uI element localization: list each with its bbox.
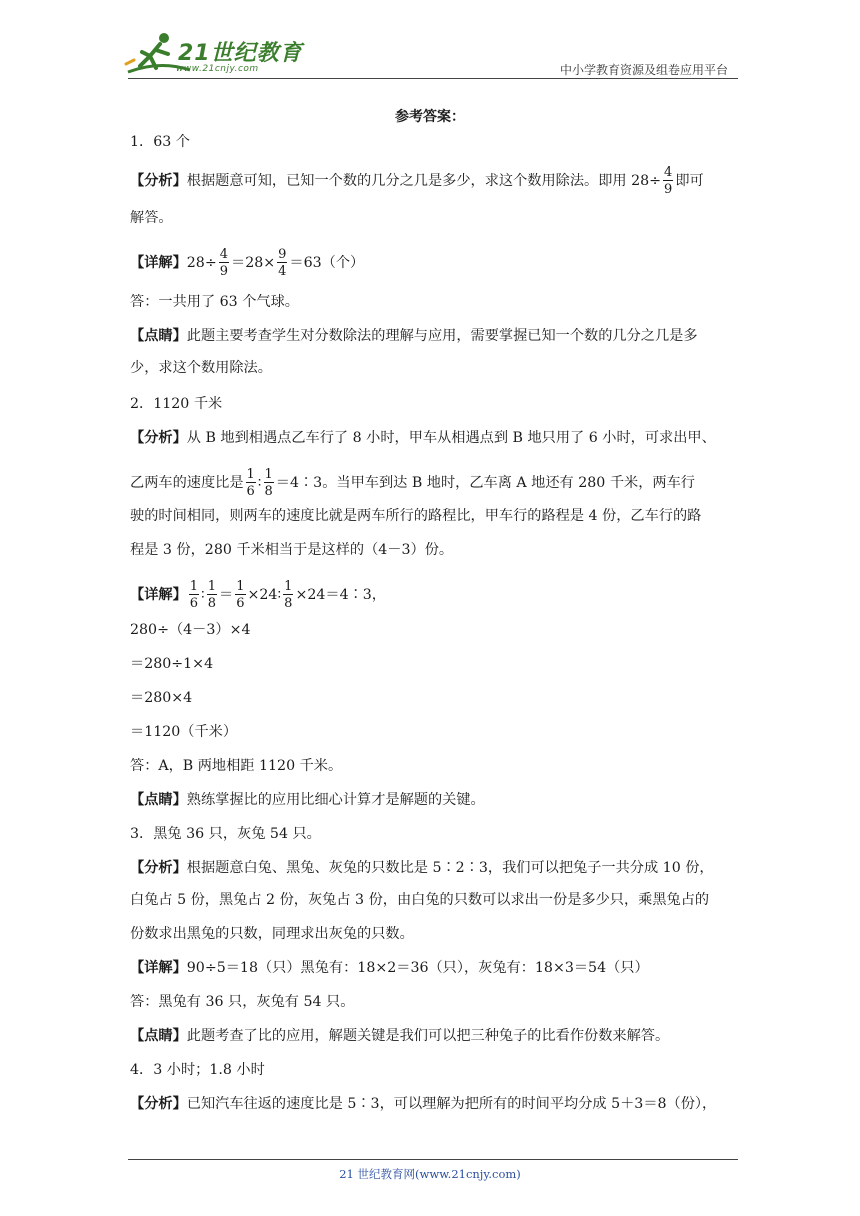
fraction: $\frac{9}{4}$: [278, 247, 287, 279]
q1-detail: 【详解】28÷ $\frac{4}{9}$ ＝28× $\frac{9}{4}$ ＝63（个）: [130, 247, 365, 279]
logo-text: 21世纪教育: [178, 41, 303, 66]
detail-tag: 【详解】: [130, 255, 187, 271]
analysis-tag: 【分析】: [130, 1096, 187, 1112]
logo-url: www.21cnjy.com: [176, 64, 259, 74]
q3-analysis-line1: 【分析】根据题意白兔、黑兔、灰兔的只数比是 5∶2∶3，我们可以把兔子一共分成 10 份，: [130, 860, 714, 876]
fraction: $\frac{1}{8}$: [284, 579, 293, 611]
page-title: 参考答案：: [395, 109, 465, 125]
analysis-tag: 【分析】: [130, 430, 187, 446]
q2-analysis-line1: 【分析】从 B 地到相遇点乙车行了 8 小时，甲车从相遇点到 B 地只用了 6 小时，可求出甲、: [130, 430, 716, 446]
q4-analysis-line1: 【分析】已知汽车往返的速度比是 5∶3，可以理解为把所有的时间平均分成 5＋3＝8（份），: [130, 1096, 717, 1112]
fraction: $\frac{1}{6}$: [189, 579, 199, 611]
q1-analysis-line2: 解答。: [130, 210, 173, 226]
q2-step3: ＝280×4: [130, 690, 193, 706]
q2-analysis-line4: 程是 3 份，280 千米相当于是这样的（4－3）份。: [130, 542, 454, 558]
footer-divider: [128, 1159, 738, 1160]
header-divider: [128, 78, 738, 79]
detail-tag: 【详解】: [130, 587, 187, 603]
page-header: [0, 0, 860, 90]
q3-reply: 答：黑兔有 36 只，灰兔有 54 只。: [130, 994, 355, 1010]
q1-reply: 答：一共用了 63 个气球。: [130, 294, 299, 310]
q2-comment: 【点睛】熟练掌握比的应用比细心计算才是解题的关键。: [130, 792, 485, 808]
comment-tag: 【点睛】: [130, 1028, 187, 1044]
detail-tag: 【详解】: [130, 960, 187, 976]
q3-detail: 【详解】90÷5＝18（只）黑兔有：18×2＝36（只），灰兔有：18×3＝54（只）: [130, 960, 649, 976]
fraction: $\frac{1}{6}$: [246, 467, 255, 499]
platform-name: 中小学教育资源及组卷应用平台: [559, 63, 728, 77]
q2-analysis-line3: 驶的时间相同，则两车的速度比就是两车所行的路程比，甲车行的路程是 4 份，乙车行的路: [130, 508, 702, 524]
q3-analysis-line2: 白兔占 5 份，黑兔占 2 份，灰兔占 3 份，由白兔的只数可以求出一份是多少只，乘黑兔占的: [130, 892, 710, 908]
q1-answer: 1．63 个: [130, 134, 190, 150]
fraction: $\frac{1}{8}$: [207, 579, 217, 611]
comment-tag: 【点睛】: [130, 792, 187, 808]
fraction: $\frac{4}{9}$: [219, 247, 228, 279]
q1-comment-line1: 【点睛】此题主要考查学生对分数除法的理解与应用，需要掌握已知一个数的几分之几是多: [130, 328, 698, 344]
q1-analysis-line1: 【分析】根据题意可知，已知一个数的几分之几是多少，求这个数用除法。即用 28÷ $\frac{4}{9}$ 即可: [130, 165, 704, 197]
q2-step4: ＝1120（千米）: [130, 724, 238, 740]
fraction: $\frac{1}{8}$: [264, 467, 273, 499]
q3-answer: 3．黑兔 36 只，灰兔 54 只。: [130, 826, 321, 842]
q3-comment: 【点睛】此题考查了比的应用，解题关键是我们可以把三种兔子的比看作份数来解答。: [130, 1028, 670, 1044]
q4-answer: 4．3 小时；1.8 小时: [130, 1062, 265, 1078]
q2-reply: 答：A，B 两地相距 1120 千米。: [130, 758, 343, 774]
q1-comment-line2: 少，求这个数用除法。: [130, 360, 272, 376]
analysis-tag: 【分析】: [130, 860, 187, 876]
fraction: $\frac{1}{6}$: [236, 579, 245, 611]
comment-tag: 【点睛】: [130, 328, 187, 344]
q2-answer: 2．1120 千米: [130, 396, 223, 412]
q2-analysis-line2: 乙两车的速度比是 $\frac{1}{6}$ ∶ $\frac{1}{8}$ ＝4∶3。当甲车到达 B 地时，乙车离 A 地还有 280 千米，两车行: [130, 467, 695, 499]
q2-detail: 【详解】 $\frac{1}{6}$ ∶ $\frac{1}{8}$ ＝ $\frac{1}{6}$ ×24∶ $\frac{1}{8}$ ×24＝4∶3，: [130, 579, 386, 611]
footer-text: 21 世纪教育网(www.21cnjy.com): [339, 1167, 521, 1181]
fraction: $\frac{4}{9}$: [664, 165, 673, 197]
analysis-tag: 【分析】: [130, 173, 187, 189]
q2-step2: ＝280÷1×4: [130, 656, 214, 672]
q3-analysis-line3: 份数求出黑兔的只数，同理求出灰兔的只数。: [130, 926, 414, 942]
q2-step1: 280÷（4－3）×4: [130, 622, 251, 638]
